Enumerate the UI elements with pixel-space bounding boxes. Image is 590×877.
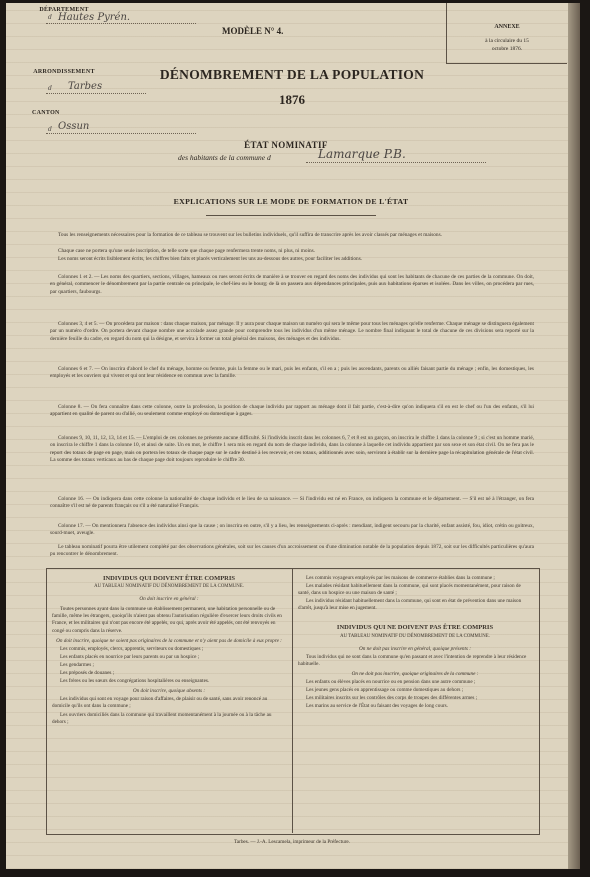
arrondissement-label: ARRONDISSEMENT	[33, 69, 95, 75]
right-item-3: Les individus résidant habituellement dans la commune, qui sont en état de prévention dans une maison d'arrêt, jusqu'à leur mise en jugement.	[298, 598, 522, 612]
right-item-1: Les commis voyageurs employés par les maisons de commerce établies dans la commune ;	[306, 575, 495, 581]
main-title: DÉNOMBREMENT DE LA POPULATION	[159, 67, 425, 82]
column-divider	[292, 568, 293, 833]
not-count-title: INDIVIDUS QUI NE DOIVENT PAS ÊTRE COMPRIS	[336, 624, 494, 632]
right-item-5: Les jeunes gens placés en apprentissage ou comme domestiques au dehors ;	[306, 687, 464, 694]
paragraph-1: Tous les renseignements nécessaires pour la formation de ce tableau se trouvent sur les bulletins individuels, qu'il suffira de transcrire après les avoir classés par ménages et maisons.	[58, 232, 442, 238]
annex-box	[446, 3, 567, 64]
model-number: MODÈLE N° 4.	[222, 26, 284, 36]
also-heading: On doit inscrire, quoique absents :	[132, 688, 206, 695]
item-5: Les frères ou les sœurs des congrégations hospitalières ou enseignantes.	[60, 678, 210, 685]
paragraph-columns-3-5: Colonnes 3, 4 et 5. — On procédera par maison : dans chaque maison, par ménage. Il y aura pour chaque maison un numéro qui sera le même pour tous les ménages qu'elle renferme. Chaque ménage se distinguera également par un numéro d'ordre. On portera devant chaque nombre une accolade assez grande pour comprendre tous les individus d'un même ménage. Le nombre final indiquant le total de chacune de ces divisions sera reporté sur la dernière feuille du cadre, en regard du nom qui la désigne, et servira à former un total général des maisons, des ménages et des individus.	[50, 321, 534, 342]
explanations-heading: EXPLICATIONS SUR LE MODE DE FORMATION DE L'ÉTAT	[173, 197, 409, 206]
paragraph-2: Chaque case ne portera qu'une seule inscription, de telle sorte que chaque page renfermera trente noms, ni plus, ni moins.	[58, 248, 316, 254]
item-6: Les individus qui sont en voyage pour raison d'affaires, de plaisir ou de santé, sans avoir renoncé au domicile qu'ils ont dans la commune ;	[52, 696, 268, 710]
paragraph-columns-1-2: Colonnes 1 et 2. — Les noms des quartiers, sections, villages, hameaux ou rues seront écrits de manière à se trouver en regard des noms des individus qui sont les habitants de chacune de ces parties de la commune. On doit, en général, commencer le dénombrement par la partie centrale ou principale, le chef-lieu ou le bourg; de là on passera aux dépendances principales, puis aux habitations éparses et isolées. Dans les villes, on procédera par rues, par quartiers, faubourgs.	[50, 274, 534, 295]
paragraph-final: Le tableau nominatif pourra être utilement complété par des observations générales, soit sur les causes d'un accroissement ou d'une diminution notable de la population depuis 1872, soit sur les difficultés particulières qu'aura pu rencontrer le dénombrement.	[50, 544, 534, 558]
canton-value: Ossun	[58, 121, 90, 132]
printer-footer: Tarbes. — J.-A. Lescamela, imprimeur de la Préfecture.	[233, 839, 351, 845]
item-7: Les ouvriers domiciliés dans la commune qui travaillent momentanément à la journée ou à la tâche au dehors ;	[52, 711, 272, 725]
annex-title: ANNEXE	[494, 24, 520, 30]
departement-label: DÉPARTEMENT	[39, 7, 89, 13]
paragraph-column-8: Colonne 8. — On fera connaître dans cette colonne, outre la profession, la position de chaque individu par rapport au ménage dont il fait partie, c'est-à-dire qu'on indiquera s'il en est le chef ou l'un des enfants, s'il lui appartient en qualité de parent ou d'allié, ou seulement comme employé ou domestique à gages.	[50, 404, 534, 418]
canton-label: CANTON	[32, 110, 60, 116]
general-heading: On doit inscrire en général :	[139, 596, 199, 603]
item-1: Les commis, employés, clercs, apprentis, serviteurs ou domestiques ;	[60, 645, 204, 652]
annex-line-2: octobre 1876.	[491, 46, 523, 52]
canton-prefix: d	[48, 126, 52, 133]
page-edge-shadow	[568, 3, 580, 869]
right-general-rule: Tous individus qui ne sont dans la commune qu'en passant et avec l'intention de reprendre à leur résidence habituelle.	[298, 653, 527, 667]
paragraph-column-17: Colonne 17. — On mentionnera l'absence des individus ainsi que la cause ; on inscrira en outre, s'il y a lieu, les renseignements ci-après : mendiant, indigent secouru par la charité, enfant assisté, fou, idiot, crétin ou goitreux, sourd-muet, aveugle.	[50, 523, 534, 537]
right-item-7: Les marins au service de l'État ou faisant des voyages de long cours.	[306, 703, 448, 710]
right-item-4: Les enfants ou élèves placés en nourrice ou en pension dans une autre commune ;	[306, 679, 476, 686]
right-item-6: Les militaires inscrits sur les contrôles des corps de troupes des différentes armes ;	[306, 695, 478, 702]
item-3: Les gendarmes ;	[60, 661, 94, 668]
not-count-subtitle: AU TABLEAU NOMINATIF DU DÉNOMBREMENT DE LA COMMUNE.	[340, 633, 490, 639]
commune-value: Lamarque P.B.	[318, 147, 406, 161]
departement-prefix: d	[48, 14, 52, 21]
departement-value: Hautes Pyrén.	[58, 12, 131, 23]
to-count-subtitle: AU TABLEAU NOMINATIF DU DÉNOMBREMENT DE LA COMMUNE.	[94, 584, 244, 590]
arrondissement-value: Tarbes	[68, 81, 103, 92]
right-persons-heading: On ne doit pas inscrire, quoique originaires de la commune :	[351, 670, 479, 677]
general-rule: Toutes personnes ayant dans la commune un établissement permanent, une habitation personnelle ou de famille, même les étrangers, quoiqu'ils n'aient pas obtenu l'autorisation régulière d'exercer leurs droits civils en France, et les militaires qui n'ont pas encore été appelés, ou qui, après avoir été appelés, ont été renvoyés en congé ou compris dans la réserve.	[52, 606, 282, 634]
arrondissement-prefix: d	[48, 85, 52, 92]
paragraph-columns-9-15: Colonnes 9, 10, 11, 12, 13, 14 et 15. — L'emploi de ces colonnes ne présente aucune difficulté. Si l'individu inscrit dans les colonnes 6, 7 et 8 est un garçon, on inscrira le chiffre 1 dans la colonne 9 ; si c'est un homme marié, on inscrira le chiffre 1 dans la colonne 10, et ainsi de suite. Un en mot, le chiffre 1 sera mis en regard du nom de chaque individu, dans la colonne à laquelle cet individu appartient par son sexe et son état civil. On ne fera pas le report des totaux de page en page, mais on portera les totaux de chaque page sur le cadre destiné à les recevoir, et ces totaux, additionnés avec soin, serviront à établir sur la dernière page la récapitulation générale de l'état civil. La somme des totaux verticaux au bas de chaque page doit toujours reproduire le chiffre 30.	[50, 435, 534, 463]
paragraph-column-16: Colonne 16. — On indiquera dans cette colonne la nationalité de chaque individu et le lieu de sa naissance. — Si l'individu est né en France, on indiquera la commune et le département. — S'il est né à l'étranger, on fera connaître s'il est né de parents français ou s'il a été naturalisé Français.	[50, 496, 534, 510]
commune-label: des habitants de la commune d	[178, 153, 271, 162]
persons-heading: On doit inscrire, quoique ne soient pas originaires de la commune et n'y aient pas de domicile à eux propre :	[56, 637, 282, 644]
to-count-title: INDIVIDUS QUI DOIVENT ÊTRE COMPRIS	[102, 575, 236, 582]
document-page	[6, 3, 580, 869]
paragraph-columns-6-7: Colonnes 6 et 7. — On inscrira d'abord le chef du ménage, homme ou femme, puis la femme ou le mari, puis les enfants, s'il en a ; puis les ascendants, parents ou alliés faisant partie du ménage ; enfin, les domestiques, les employés et les ouvriers qui vivent et qui ont leur résidence en commun avec la famille.	[50, 366, 534, 380]
annex-line-1: à la circulaire du 15	[485, 38, 529, 44]
right-rules-column	[298, 575, 532, 711]
etat-nominatif-title: ÉTAT NOMINATIF	[244, 140, 328, 150]
left-rules-column	[52, 575, 286, 727]
year: 1876	[279, 92, 305, 107]
right-item-2: Les malades résidant habituellement dans la commune, qui sont placés momentanément, pour raison de santé, dans un hospice ou une maison de santé ;	[298, 583, 521, 597]
paragraph-3: Les noms seront écrits lisiblement écrits, les chiffres bien faits et placés verticalement les uns au-dessous des autres, pour faciliter les additions.	[58, 256, 363, 262]
item-4: Les préposés de douanes ;	[60, 670, 115, 677]
right-general-heading: On ne doit pas inscrire en général, quoique présents :	[359, 645, 471, 652]
item-2: Les enfants placés en nourrice par leurs parents ou par un hospice ;	[60, 653, 200, 660]
